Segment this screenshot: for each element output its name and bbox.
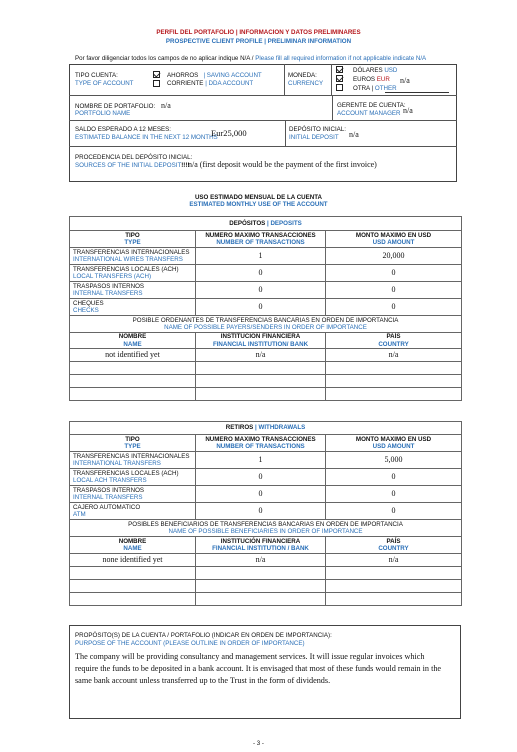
withdrawals-table: [69, 421, 462, 606]
page-number: - 3 -: [252, 740, 264, 747]
monthly-use-subtitle: ESTIMATED MONTHLY USE OF THE ACCOUNT: [189, 201, 328, 208]
row-num: 0: [196, 503, 326, 520]
deposits-table: [69, 216, 462, 401]
col-type-en: TYPE: [124, 443, 141, 450]
payers-title-es: POSIBLE ORDENANTES DE TRANSFERENCIAS BANCARIAS EN ORDEN DE IMPORTANCIA: [132, 316, 399, 324]
initial-deposit-label-en: INITIAL DEPOSIT: [289, 134, 339, 141]
table-row: [70, 282, 462, 299]
table-row: [70, 349, 462, 362]
row-type-es: TRANSFERENCIAS INTERNACIONALES: [73, 452, 190, 460]
payers-title-cell: [70, 316, 462, 333]
row-amt: 0: [326, 469, 462, 486]
row-num: 1: [196, 248, 326, 265]
payer-name: not identified yet: [70, 349, 196, 362]
row-type-en: LOCAL ACH TRANSFERS: [73, 477, 147, 484]
title-es: PERFIL DEL PORTAFOLIO: [156, 29, 235, 36]
table-row: [70, 593, 462, 606]
initial-deposit-label: DEPÓSITO INICIAL:: [289, 126, 346, 133]
b-col-inst-en: FINANCIAL INSTITUTION / BANK: [212, 545, 309, 552]
row-type: [70, 299, 196, 316]
eur-checkbox[interactable]: [336, 75, 343, 82]
row-type-es: TRANSFERENCIAS LOCALES (ACH): [73, 469, 179, 477]
divider: [69, 120, 457, 121]
beneficiaries-header-row: [70, 537, 462, 554]
table-row: [70, 375, 462, 388]
empty-cell: [70, 362, 196, 375]
row-type-es: TRASPASOS INTERNOS: [73, 282, 145, 290]
usd-checkbox[interactable]: [336, 66, 343, 73]
beneficiaries-title-cell: [70, 520, 462, 537]
col-num-header: [196, 231, 326, 248]
b-col-name-header: [70, 537, 196, 554]
table-row: [70, 486, 462, 503]
deposits-title-en: | DEPOSITS: [267, 219, 302, 227]
row-type-en: ATM: [73, 511, 86, 518]
other-currency-checkbox[interactable]: [336, 84, 343, 91]
row-type: [70, 248, 196, 265]
row-type-en: INTERNAL TRANSFERS: [73, 494, 143, 501]
p-col-country: PAÍS: [386, 333, 401, 341]
row-num: 0: [196, 469, 326, 486]
empty-cell: [70, 580, 196, 593]
table-row: [70, 265, 462, 282]
b-col-name: NOMBRE: [118, 537, 147, 545]
beneficiary-country: n/a: [326, 554, 462, 567]
row-amt: 5,000: [326, 452, 462, 469]
row-type-en: CHECKS: [73, 307, 99, 314]
savings-en: | SAVING ACCOUNT: [203, 72, 262, 79]
p-col-name-en: NAME: [123, 340, 142, 348]
deposits-header-row: [70, 231, 462, 248]
row-amt: 0: [326, 265, 462, 282]
ben-title-en: NAME OF POSSIBLE BENEFICIARIES IN ORDER OF IMPORTANCE: [168, 528, 363, 535]
page-title: [0, 29, 517, 36]
title-es-2: INFORMACION Y DATOS PRELIMINARES: [239, 29, 361, 36]
checking-option: [167, 80, 253, 87]
row-amt: 0: [326, 299, 462, 316]
empty-cell: [70, 388, 196, 401]
portfolio-label-es: NOMBRE DE PORTAFOLIO:: [75, 103, 156, 110]
row-num: 0: [196, 282, 326, 299]
row-amt: 0: [326, 282, 462, 299]
page-subtitle: PROSPECTIVE CLIENT PROFILE | PRELIMINAR INFORMATION: [165, 38, 352, 45]
divider: [284, 64, 285, 95]
withdrawals-title-es: RETIROS: [225, 424, 254, 432]
savings-es: AHORROS: [167, 72, 199, 79]
row-type: [70, 503, 196, 520]
instructions-es: Por favor diligenciar todos los campos de no aplicar indique N/A /: [75, 55, 254, 62]
row-num: 0: [196, 265, 326, 282]
beneficiaries-title-row: [70, 520, 462, 537]
b-col-country: PAÍS: [386, 537, 401, 545]
withdrawals-header-row: [70, 435, 462, 452]
deposits-title-es: DEPÓSITOS: [229, 219, 266, 227]
payer-country: n/a: [326, 349, 462, 362]
divider: [331, 64, 332, 95]
account-type-label: TIPO CUENTA:: [75, 72, 118, 79]
source-label: PROCEDENCIA DEL DEPÓSITO INICIAL:: [75, 154, 193, 161]
account-type-label-en: TYPE OF ACCOUNT: [75, 80, 134, 87]
b-col-inst: INSTITUCIÓN FINANCIERA: [220, 537, 301, 545]
divider: [69, 146, 457, 147]
checking-en: | DDA ACCOUNT: [205, 80, 254, 87]
p-col-name-header: [70, 333, 196, 349]
col-type-header: [70, 435, 196, 452]
row-amt: 0: [326, 503, 462, 520]
empty-cell: [70, 567, 196, 580]
table-row: [70, 248, 462, 265]
row-type: [70, 452, 196, 469]
empty-cell: [196, 593, 326, 606]
currency-label-en: CURRENCY: [288, 80, 324, 87]
usd-option: [353, 67, 397, 74]
ben-title-es: POSIBLES BENEFICIARIOS DE TRANSFERENCIAS BANCARIAS EN ORDEN DE IMPORTANCIA: [128, 520, 403, 528]
row-type: [70, 469, 196, 486]
divider: [285, 120, 286, 146]
other-es: OTRA |: [353, 85, 374, 92]
divider: [332, 95, 333, 120]
balance-value: Eur25,000: [211, 128, 247, 138]
row-type-es: TRANSFERENCIAS INTERNACIONALES: [73, 248, 190, 256]
empty-cell: [196, 375, 326, 388]
payers-title-row: [70, 316, 462, 333]
row-type-es: CAJERO AUTOMATICO: [73, 503, 141, 511]
currency-value: n/a: [400, 76, 410, 85]
source-label-en-row: [75, 162, 190, 169]
divider: [69, 95, 457, 96]
row-type: [70, 282, 196, 299]
row-amt: 0: [326, 486, 462, 503]
col-amt-en: USD AMOUNT: [372, 443, 415, 450]
currency-label: MONEDA:: [288, 72, 317, 79]
empty-cell: [326, 362, 462, 375]
p-col-inst-header: [196, 333, 326, 349]
b-col-country-en: COUNTRY: [378, 545, 409, 552]
table-row: [70, 580, 462, 593]
source-value: n/a (first deposit would be the payment of the first invoice): [188, 160, 377, 169]
usd-en: USD: [384, 67, 398, 74]
empty-cell: [70, 593, 196, 606]
payer-inst: n/a: [196, 349, 326, 362]
row-type-es: TRASPASOS INTERNOS: [73, 486, 145, 494]
col-num-en: NUMBER OF TRANSACTIONS: [216, 239, 305, 246]
col-type-header: [70, 231, 196, 248]
withdrawals-title-row: [70, 422, 462, 435]
row-type: [70, 486, 196, 503]
other-currency-field[interactable]: [385, 92, 449, 93]
row-amt: 20,000: [326, 248, 462, 265]
b-col-country-header: [326, 537, 462, 554]
col-num: NUMERO MAXIMO TRANSACCIONES: [205, 231, 316, 239]
instructions: [75, 55, 426, 62]
col-num-header: [196, 435, 326, 452]
initial-deposit-value: n/a: [349, 130, 359, 139]
row-type-en: LOCAL TRANSFERS (ACH): [73, 273, 152, 280]
manager-value: n/a: [403, 106, 413, 115]
row-type: [70, 265, 196, 282]
p-col-name: NOMBRE: [118, 333, 147, 341]
empty-cell: [196, 362, 326, 375]
table-row: [70, 388, 462, 401]
p-col-country-en: COUNTRY: [378, 340, 409, 348]
savings-checkbox[interactable]: [153, 71, 160, 78]
other-en: OTHER: [374, 85, 397, 92]
empty-cell: [326, 375, 462, 388]
row-type-en: INTERNAL TRANSFERS: [73, 290, 143, 297]
withdrawals-title-en: | WITHDRAWALS: [255, 424, 306, 432]
portfolio-label-en: PORTFOLIO NAME: [75, 110, 131, 117]
source-label-en: SOURCES OF THE INITIAL DEPOSIT: [75, 162, 182, 169]
p-col-inst-en: FINANCIAL INSTITUTION/ BANK: [212, 340, 309, 348]
col-amt-header: [326, 435, 462, 452]
col-amt: MONTO MAXIMO EN USD: [355, 435, 432, 443]
col-type-en: TYPE: [124, 239, 141, 246]
col-type: TIPO: [125, 231, 140, 239]
table-row: [70, 554, 462, 567]
row-type-en: INTERNATIONAL WIRES TRANSFERS: [73, 256, 183, 263]
purpose-text: The company will be providing consultancy and management services. It will issue regular invoices which require the funds to be deposited in a bank account. It is envisaged that most of these funds would remain in the same bank account unless transferred up to the Trust in the form of dividends.: [75, 652, 442, 685]
empty-cell: [70, 375, 196, 388]
col-amt: MONTO MAXIMO EN USD: [355, 231, 432, 239]
row-type-en: INTERNATIONAL TRANSFERS: [73, 460, 161, 467]
portfolio-value: n/a: [160, 101, 171, 110]
col-num: NUMERO MAXIMO TRANSACCIONES: [205, 435, 316, 443]
withdrawals-title-cell: [70, 422, 462, 435]
empty-cell: [196, 567, 326, 580]
manager-label-en: ACCOUNT MANAGER: [337, 110, 401, 117]
table-row: [70, 362, 462, 375]
eur-en: EUR: [376, 76, 390, 83]
purpose-label-en: PURPOSE OF THE ACCOUNT (PLEASE OUTLINE IN ORDER OF IMPORTANCE): [75, 640, 305, 647]
checking-es: CORRIENTE: [167, 80, 204, 87]
empty-cell: [326, 567, 462, 580]
savings-option: [167, 72, 262, 79]
table-row: [70, 452, 462, 469]
empty-cell: [326, 593, 462, 606]
p-col-country-header: [326, 333, 462, 349]
payers-header-row: [70, 333, 462, 349]
eur-es: EUROS: [353, 76, 376, 83]
empty-cell: [196, 388, 326, 401]
deposits-title-cell: [70, 217, 462, 231]
checking-checkbox[interactable]: [153, 80, 160, 87]
payers-title-en: NAME OF POSSIBLE PAYERS/SENDERS IN ORDER OF IMPORTANCE: [164, 324, 367, 331]
purpose-label: PROPÓSITO(S) DE LA CUENTA / PORTAFOLIO (INDICAR EN ORDEN DE IMPORTANCIA):: [75, 632, 332, 639]
usd-es: DÓLARES: [353, 67, 383, 74]
row-num: 0: [196, 299, 326, 316]
table-row: [70, 469, 462, 486]
empty-cell: [326, 388, 462, 401]
monthly-use-title: USO ESTIMADO MENSUAL DE LA CUENTA: [194, 194, 323, 201]
col-num-en: NUMBER OF TRANSACTIONS: [216, 443, 305, 450]
table-row: [70, 503, 462, 520]
beneficiary-inst: n/a: [196, 554, 326, 567]
balance-label-en: ESTIMATED BALANCE IN THE NEXT 12 MONTHS: [75, 134, 218, 141]
b-col-inst-header: [196, 537, 326, 554]
row-type-es: CHEQUES: [73, 299, 104, 307]
eur-option: [353, 76, 390, 83]
row-type-es: TRANSFERENCIAS LOCALES (ACH): [73, 265, 179, 273]
balance-label: SALDO ESPERADO A 12 MESES:: [75, 126, 171, 133]
deposits-title-row: [70, 217, 462, 231]
source-marks: !!!!: [181, 162, 190, 169]
col-type: TIPO: [125, 435, 140, 443]
row-num: 0: [196, 486, 326, 503]
manager-label: GERENTE DE CUENTA:: [337, 102, 406, 109]
instructions-en: Please fill all required information if not applicable indicate N/A: [255, 55, 427, 62]
table-row: [70, 567, 462, 580]
title-sep: |: [235, 29, 238, 36]
row-num: 1: [196, 452, 326, 469]
beneficiary-name: none identified yet: [70, 554, 196, 567]
table-row: [70, 299, 462, 316]
empty-cell: [196, 580, 326, 593]
b-col-name-en: NAME: [123, 545, 142, 552]
col-amt-header: [326, 231, 462, 248]
p-col-inst: INSTITUCIÓN FINANCIERA: [220, 333, 301, 341]
empty-cell: [326, 580, 462, 593]
col-amt-en: USD AMOUNT: [372, 239, 415, 246]
